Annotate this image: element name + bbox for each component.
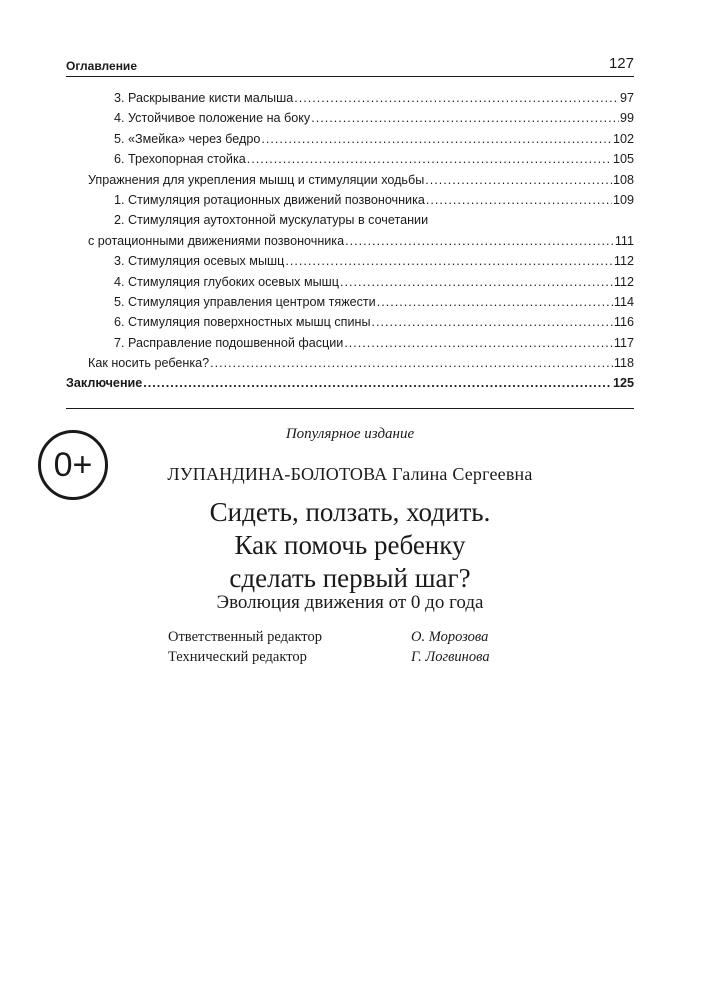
toc-entry-title: 5. Стимуляция управления центром тяжести <box>114 294 376 309</box>
header-section-title: Оглавление <box>66 59 137 73</box>
toc-leader <box>311 108 619 128</box>
toc-entry-page: 114 <box>613 294 634 309</box>
toc-entry <box>66 312 634 332</box>
toc-entry <box>66 373 634 393</box>
toc-entry-page: 99 <box>619 111 634 126</box>
running-header <box>66 50 634 77</box>
toc-entry <box>66 88 634 108</box>
toc-entry-title: 7. Расправление подошвенной фасции <box>114 335 344 350</box>
toc-entry-title: 3. Стимуляция осевых мышц <box>114 254 285 269</box>
toc-entry-page: 111 <box>614 233 634 248</box>
toc-entry-page: 102 <box>612 131 634 146</box>
toc-leader <box>377 292 613 312</box>
toc-entry-page: 125 <box>612 376 634 391</box>
toc-entry <box>66 149 634 169</box>
toc-entry <box>66 292 634 312</box>
toc-entry-page: 97 <box>619 91 634 105</box>
toc-entry <box>66 170 634 190</box>
credit-name: Г. Логвинова <box>411 649 490 665</box>
book-title-line: Сидеть, ползать, ходить. <box>209 497 491 527</box>
toc-entry-page: 112 <box>613 274 634 289</box>
toc-entry-page: 108 <box>612 172 634 187</box>
toc-entry-title: 6. Трехопорная стойка <box>114 152 246 167</box>
toc-leader <box>294 88 619 108</box>
divider <box>66 408 634 409</box>
toc-entry <box>66 129 634 149</box>
toc-entry-page: 116 <box>613 315 634 330</box>
toc-leader <box>426 190 612 210</box>
toc-leader <box>340 272 613 292</box>
editorial-credits <box>168 627 548 667</box>
toc-entry-page: 105 <box>612 152 634 167</box>
header-page-number: 127 <box>608 55 634 72</box>
toc-entry-title: 5. «Змейка» через бедро <box>114 131 261 146</box>
toc-leader <box>247 149 612 169</box>
toc-leader <box>372 312 613 332</box>
toc-entry-title: 3. Раскрывание кисти малыша <box>114 91 294 105</box>
toc-entry-title: 4. Устойчивое положение на боку <box>114 111 311 126</box>
toc-entry-title: с ротационными движениями позвоночника <box>88 233 345 248</box>
table-of-contents <box>66 88 634 394</box>
toc-entry <box>66 353 634 373</box>
book-subtitle: Эволюция движения от 0 до года <box>216 592 484 613</box>
toc-entry-title: Заключение <box>66 376 143 391</box>
toc-entry <box>66 231 634 251</box>
toc-entry <box>66 272 634 292</box>
toc-entry-title: 1. Стимуляция ротационных движений позвоночника <box>114 192 425 207</box>
toc-entry <box>66 210 634 230</box>
author-name: ЛУПАНДИНА-БОЛОТОВА Галина Сергеевна <box>167 464 533 484</box>
book-title-line: Как помочь ребенку <box>234 530 466 560</box>
toc-entry-page: 109 <box>612 192 634 207</box>
credit-row <box>168 627 548 647</box>
credit-row <box>168 647 548 667</box>
age-rating-badge: 0+ <box>38 430 108 500</box>
toc-entry-title: Упражнения для укрепления мышц и стимуляции ходьбы <box>88 172 425 187</box>
toc-entry-page: 112 <box>613 254 634 269</box>
toc-entry <box>66 190 634 210</box>
credit-role: Технический редактор <box>168 649 307 665</box>
edition-type: Популярное издание <box>285 426 415 442</box>
credit-role: Ответственный редактор <box>168 629 322 645</box>
toc-entry-page: 118 <box>613 356 634 371</box>
toc-leader <box>285 251 613 271</box>
toc-entry <box>66 333 634 353</box>
toc-leader <box>344 333 613 353</box>
book-title-line: сделать первый шаг? <box>229 563 471 593</box>
toc-leader <box>210 353 613 373</box>
toc-entry <box>66 108 634 128</box>
toc-leader <box>345 231 614 251</box>
toc-leader <box>425 170 612 190</box>
toc-entry-title: 2. Стимуляция аутохтонной мускулатуры в сочетании <box>114 213 429 228</box>
toc-entry-title: 4. Стимуляция глубоких осевых мышц <box>114 274 339 289</box>
toc-entry-page: 117 <box>613 335 634 350</box>
toc-entry-title: Как носить ребенка? <box>88 356 210 371</box>
toc-leader <box>261 129 612 149</box>
credit-name: О. Морозова <box>411 629 489 645</box>
toc-entry <box>66 251 634 271</box>
book-title <box>130 496 570 595</box>
toc-leader <box>143 373 612 393</box>
toc-entry-title: 6. Стимуляция поверхностных мышц спины <box>114 315 371 330</box>
